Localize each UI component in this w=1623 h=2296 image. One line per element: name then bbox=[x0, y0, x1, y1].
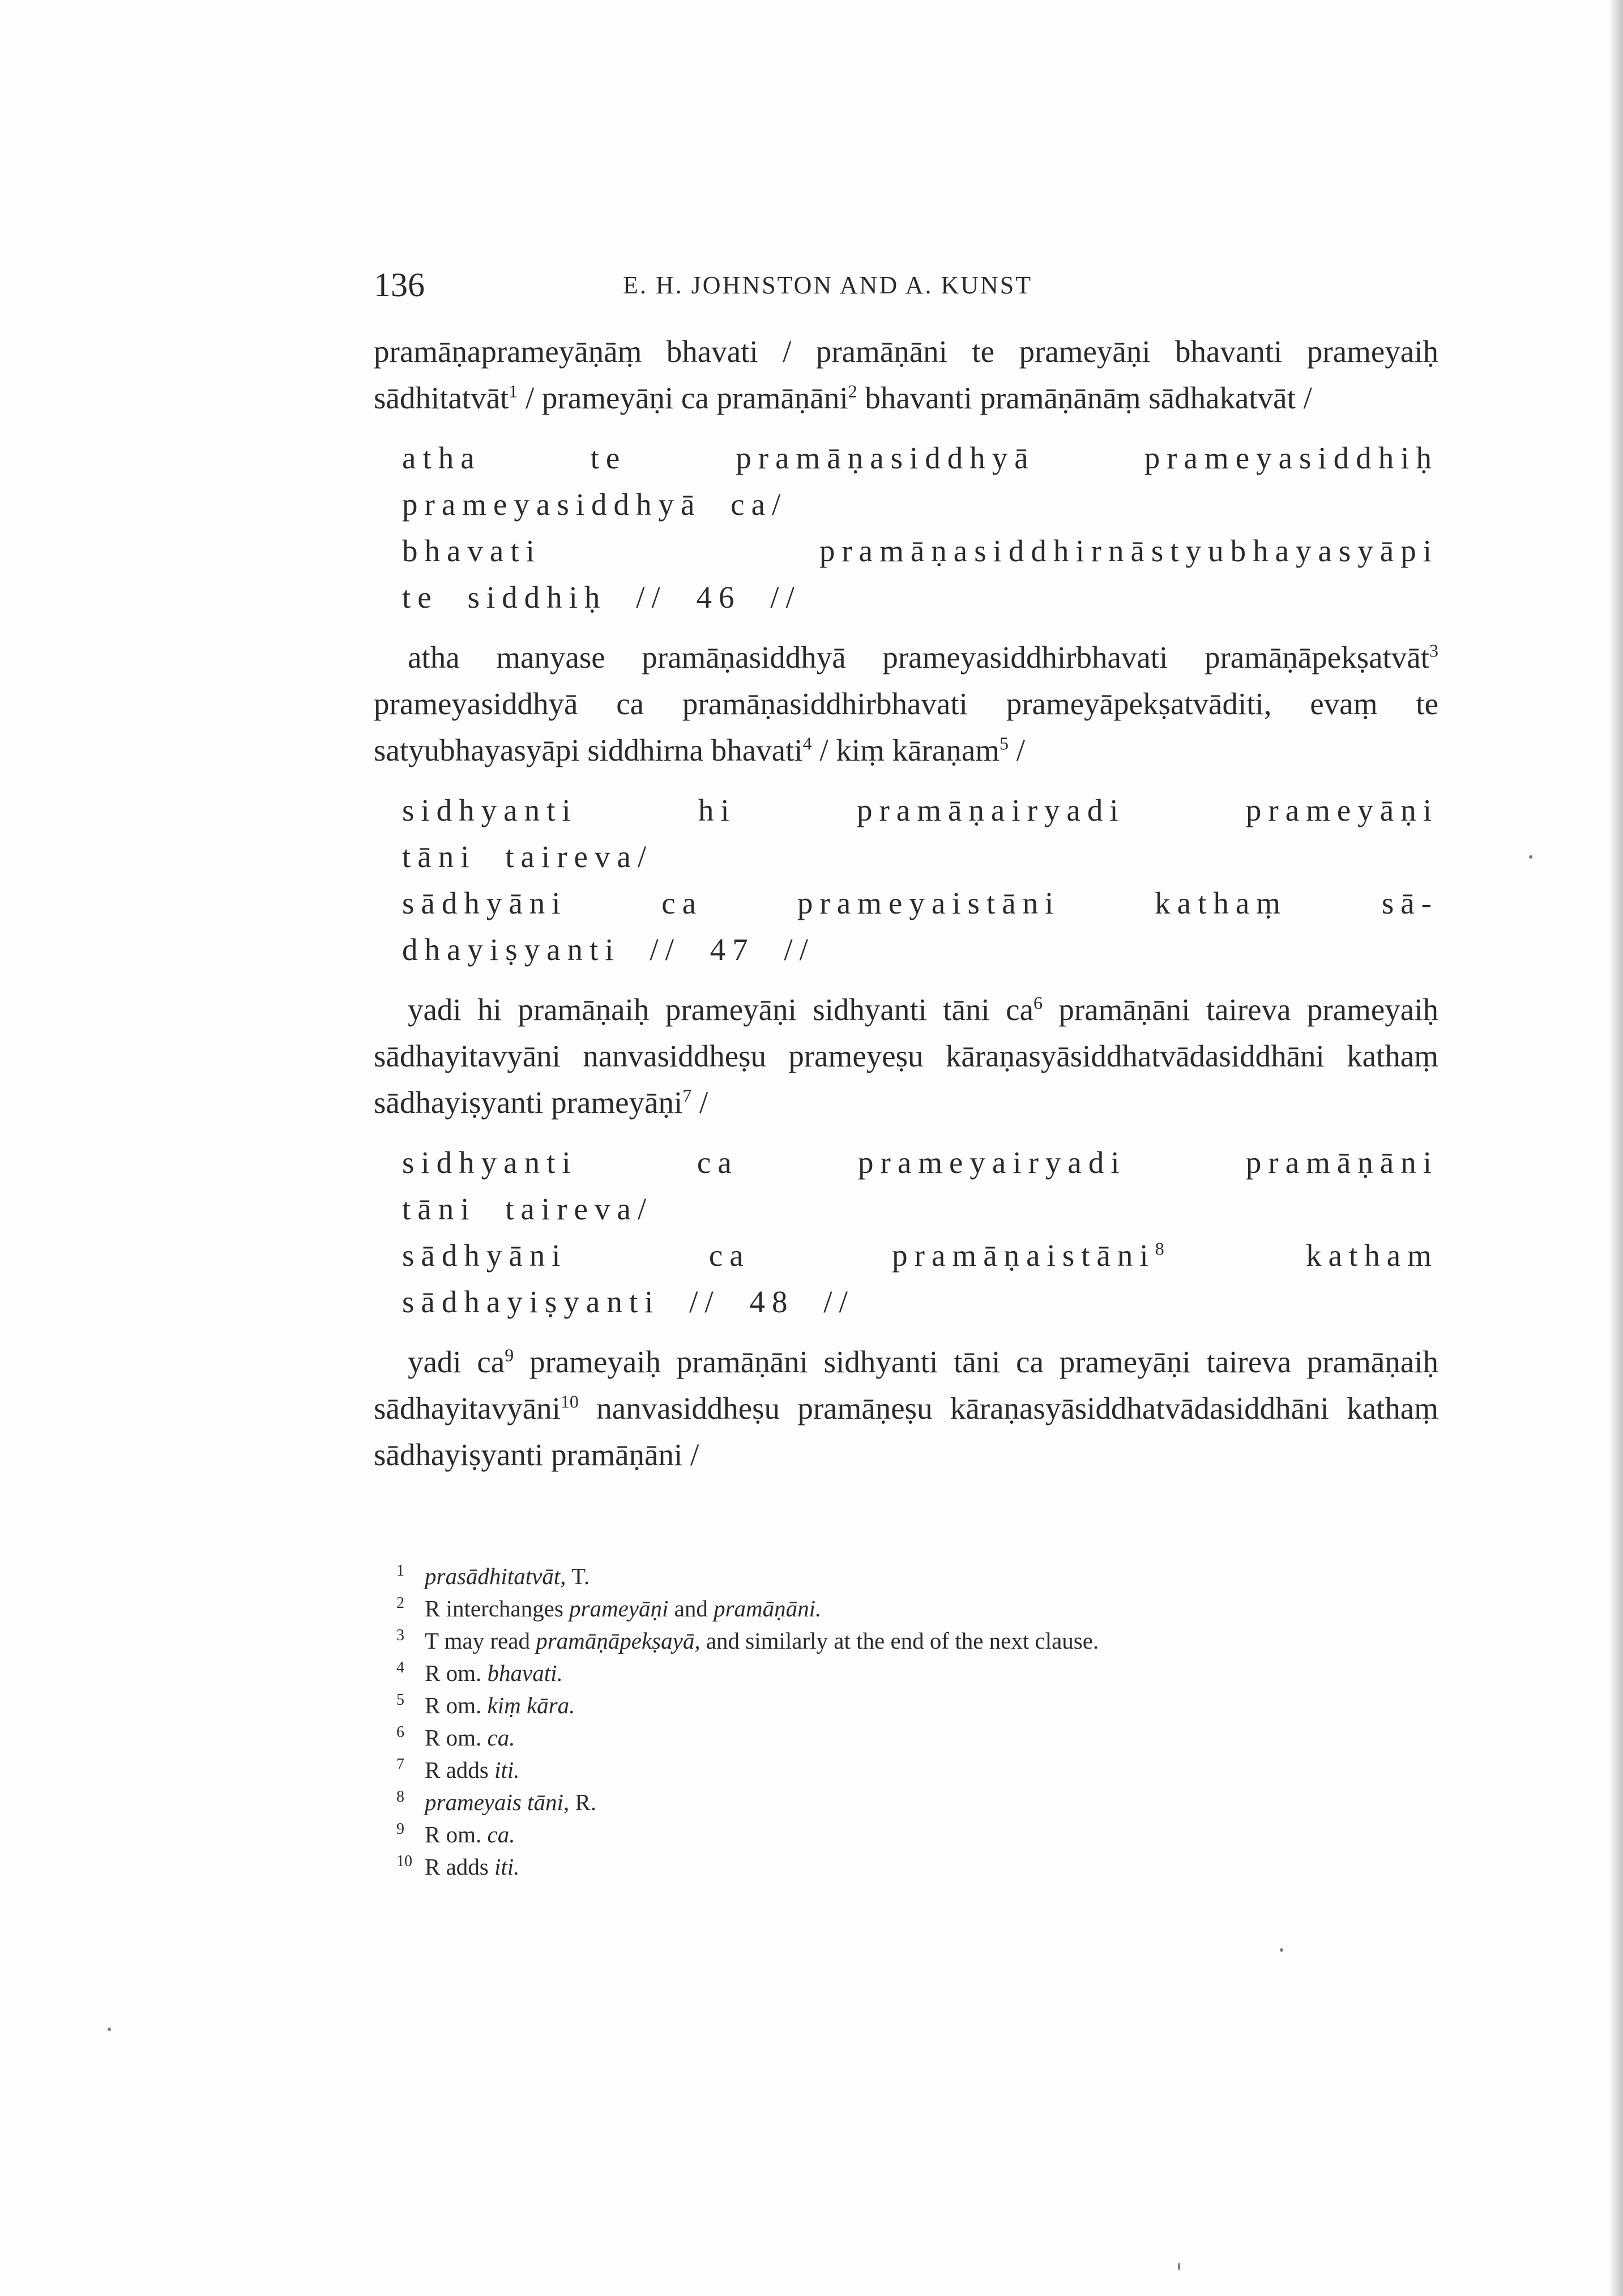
footnote-ref-8: 8 bbox=[1155, 1238, 1164, 1259]
verse-48-line-2: tāni taireva/ bbox=[402, 1192, 654, 1226]
paragraph-1: pramāṇaprameyāṇāṃ bhavati / pramāṇāni te prameyāṇi bhavanti prameyaiḥ sādhitatvāt$^1$ / prameyāṇi ca pramāṇāni$^2$ bhavanti pramāṇānāṃ sādhakatvāt / bbox=[374, 334, 1438, 415]
footnote: 1 prasādhitatvāt, T. bbox=[396, 1562, 590, 1589]
footnote-ref-10: 10 bbox=[560, 1391, 579, 1412]
scan-speck bbox=[1280, 1948, 1283, 1952]
footnotes bbox=[396, 1560, 1438, 1883]
footnote: 3 T may read pramāṇāpekṣayā, and similarly at the end of the next clause. bbox=[396, 1627, 1099, 1654]
footnote-ref-5: 5 bbox=[1000, 733, 1009, 754]
page-header bbox=[374, 265, 1438, 305]
paragraph-4: yadi $ca^9$ prameyaiḥ pramāṇāni sidhyanti tāni ca prameyāṇi taireva pramāṇaiḥ sādhayitavyāni$^{10}$ nanvasiddheṣu pramāṇeṣu kāraṇasyāsiddhatvādasiddhāni kathaṃ sādhayiṣyanti pramāṇāni / bbox=[374, 1345, 1438, 1472]
scan-speck bbox=[108, 2028, 111, 2031]
running-head: E. H. JOHNSTON AND A. KUNST bbox=[623, 271, 1033, 299]
verse-47-line-1: sidhyanti hi pramāṇairyadi prameyāṇi bbox=[402, 793, 1438, 827]
verse-46 bbox=[402, 435, 1438, 621]
verse-46-line-2: prameyasiddhyā ca/ bbox=[402, 487, 788, 522]
footnote: 8 prameyais tāni, R. bbox=[396, 1788, 596, 1815]
footnote-ref-2: 2 bbox=[848, 381, 857, 402]
page-edge-shadow bbox=[1608, 0, 1623, 2296]
verse-47-line-3: sādhyāni ca prameyaistāni kathaṃ sā- bbox=[402, 886, 1438, 920]
verse-46-line-3: bhavati pramāṇasiddhirnāstyubhayasyāpi bbox=[402, 534, 1438, 568]
page-number: 136 bbox=[374, 266, 425, 304]
verse-48 bbox=[402, 1140, 1438, 1325]
footnote-ref-9: 9 bbox=[505, 1345, 514, 1365]
paragraph-3: yadi hi pramāṇaiḥ prameyāṇi sidhyanti tāni $ca^6$ pramāṇāni taireva prameyaiḥ sādhayitavyāni nanvasiddheṣu prameyeṣu kāraṇasyāsiddhatvādasiddhāni kathaṃ sādhayiṣyanti prameyāṇi$^7$ / bbox=[374, 992, 1438, 1120]
verse-48-line-1: sidhyanti ca prameyairyadi pramāṇāni bbox=[402, 1145, 1438, 1180]
footnote-ref-7: 7 bbox=[682, 1085, 692, 1106]
footnote-ref-1: 1 bbox=[509, 381, 518, 402]
footnote: 6 R om. ca. bbox=[396, 1723, 515, 1751]
footnote: 9 R om. ca. bbox=[396, 1820, 515, 1847]
footnote-ref-4: 4 bbox=[802, 733, 812, 754]
verse-47 bbox=[402, 787, 1438, 973]
verse-48-line-3: sādhyāni ca pramāṇaistāni$^8$ katham bbox=[402, 1238, 1438, 1273]
footnote: 5 R om. kiṃ kāra. bbox=[396, 1691, 575, 1718]
verse-46-line-1: atha te pramāṇasiddhyā prameyasiddhiḥ bbox=[402, 441, 1438, 475]
footnote: 7 R adds iti. bbox=[396, 1756, 520, 1783]
footnote: 2 R interchanges prameyāṇi and pramāṇāni. bbox=[396, 1594, 822, 1621]
scan-speck bbox=[1178, 2263, 1180, 2271]
verse-46-line-4: te siddhiḥ // 46 // bbox=[402, 580, 801, 614]
footnote-ref-6: 6 bbox=[1033, 992, 1043, 1013]
main-text bbox=[374, 328, 1438, 1478]
scan-speck bbox=[1529, 855, 1532, 859]
verse-47-line-4: dhayiṣyanti // 47 // bbox=[402, 932, 815, 967]
footnote-ref-3: 3 bbox=[1429, 640, 1438, 661]
footnote: 10 R adds iti. bbox=[396, 1853, 520, 1880]
footnote: 4 R om. bhavati. bbox=[396, 1659, 563, 1686]
paragraph-2: atha manyase pramāṇasiddhyā prameyasiddhirbhavati pramāṇāpekṣatvāt$^3$ prameyasiddhyā ca pramāṇasiddhirbhavati prameyāpekṣatvāditi, evaṃ te satyubhayasyāpi siddhirna bhavati$^4$ / kiṃ kāraṇam$^5$ / bbox=[374, 640, 1438, 767]
verse-47-line-2: tāni taireva/ bbox=[402, 839, 654, 874]
verse-48-line-4: sādhayiṣyanti // 48 // bbox=[402, 1284, 855, 1319]
